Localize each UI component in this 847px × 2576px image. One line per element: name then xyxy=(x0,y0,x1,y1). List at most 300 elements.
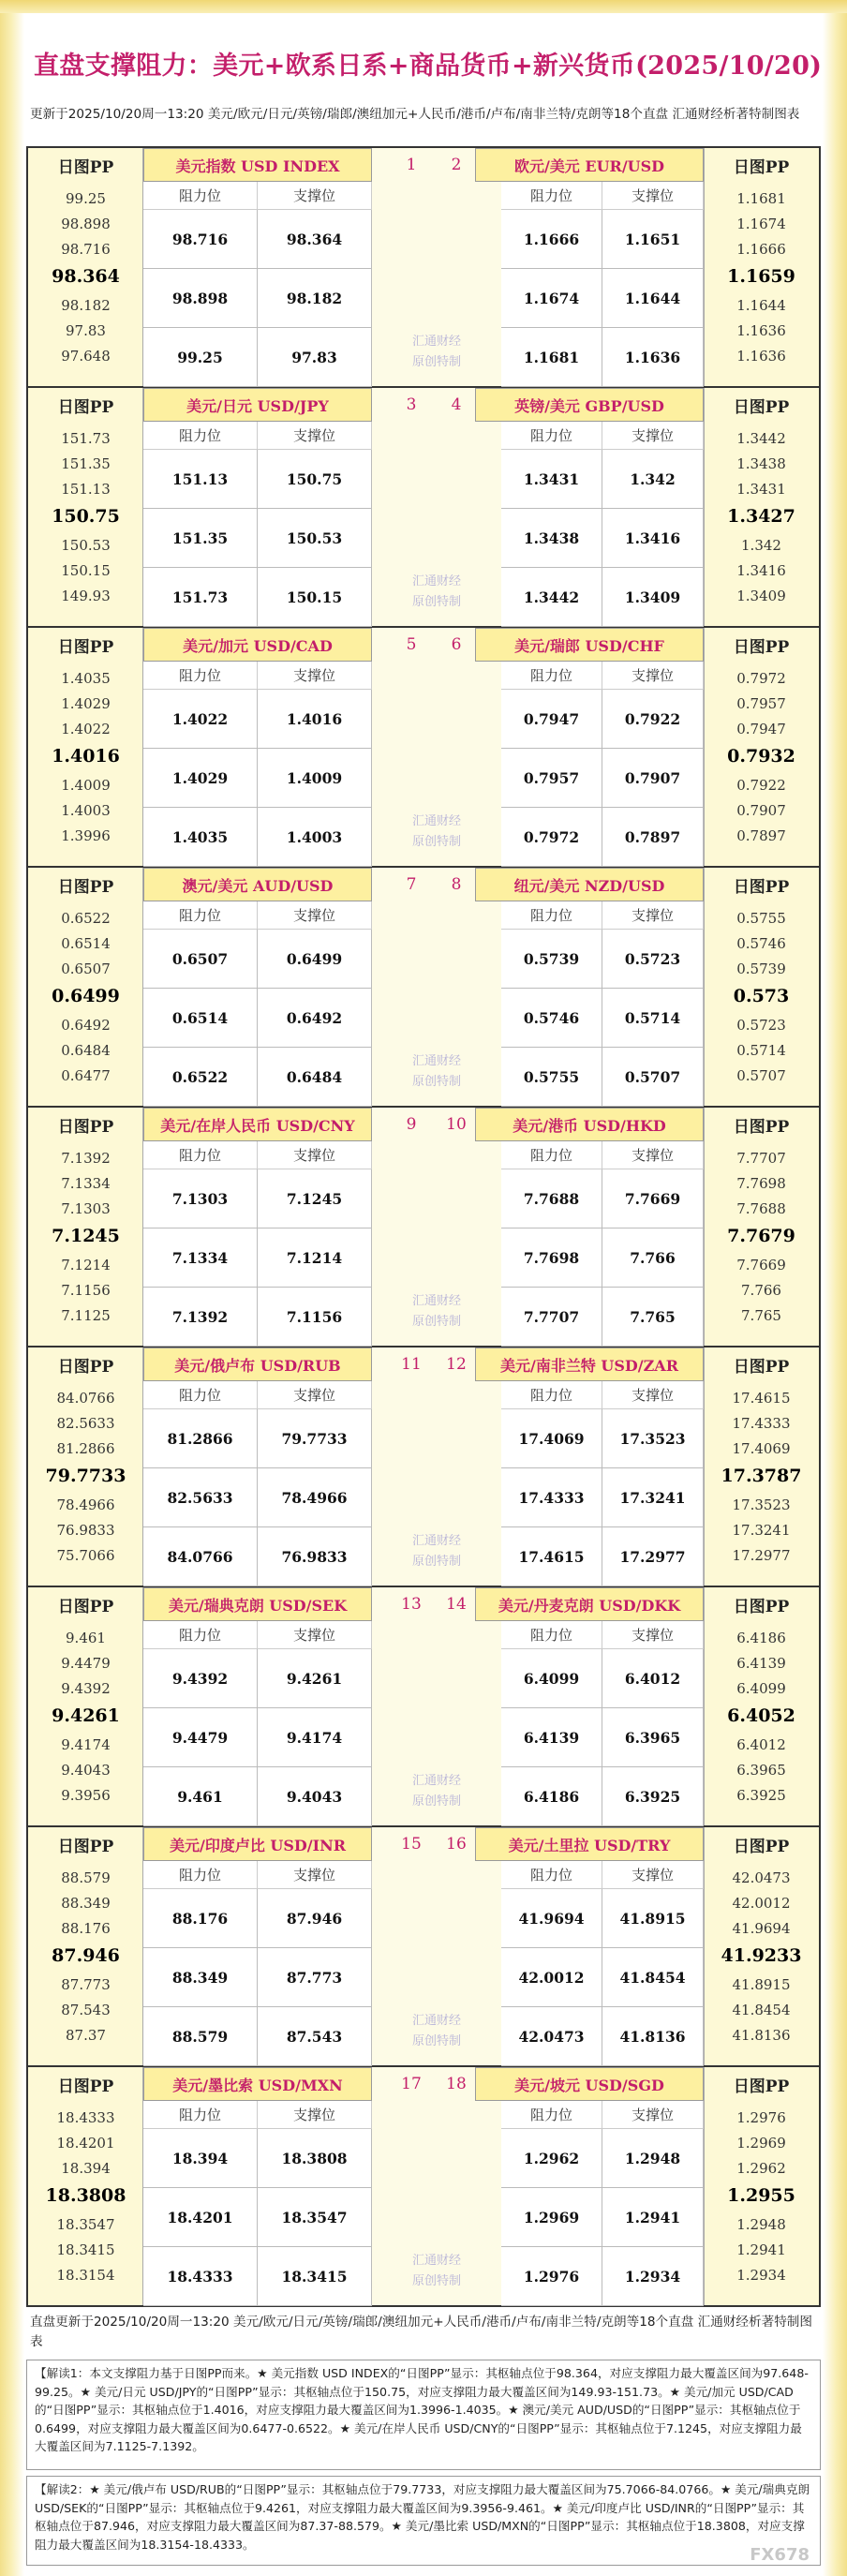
support-cell: 9.4043 xyxy=(258,1767,372,1826)
pair-index: 12 xyxy=(446,1355,467,1374)
level-value: 0.6507 xyxy=(61,960,111,977)
resistance-cell: 88.176 xyxy=(143,1889,258,1948)
resistance-cell: 7.1334 xyxy=(143,1228,258,1288)
level-value: 1.1674 xyxy=(736,215,786,232)
note-1: 【解读1：本文支撑阻力基于日图PP而来。★ 美元指数 USD INDEX的“日图PP”显示：其枢轴点位于98.364，对应支撑阻力最大覆盖区间为97.648-99.25。★ 美元/日元 USD/JPY的“日图PP”显示：其枢轴点位于150.75，对应支撑阻力最大覆盖区间为149.93-151.73。★ 美元/加元 USD/CAD的“日图PP”显示：其枢轴点位于1.4016，对应支撑阻力最大覆盖区间为1.3996-1.4035。★ 澳元/美元 AUD/USD的“日图PP”显示：其枢轴点位于0.6499，对应支撑阻力最大覆盖区间为0.6477-0.6522。★ 美元/在岸人民币 USD/CNY的“日图PP”显示：其枢轴点位于7.1245，对应支撑阻力最大覆盖区间为7.1125-7.1392。 xyxy=(26,2360,821,2470)
resistance-cell: 6.4139 xyxy=(501,1708,602,1767)
level-value: 41.9694 xyxy=(732,1919,791,1937)
support-cell: 98.364 xyxy=(258,210,372,269)
resistance-cell: 0.5746 xyxy=(501,989,602,1048)
resistance-cell: 7.7707 xyxy=(501,1288,602,1347)
level-value: 9.4479 xyxy=(61,1654,111,1672)
level-value: 1.4016 xyxy=(52,745,120,767)
resistance-cell: 9.4479 xyxy=(143,1708,258,1767)
level-value: 0.6499 xyxy=(52,985,120,1006)
resistance-cell: 1.3438 xyxy=(501,509,602,568)
support-header: 支撑位 xyxy=(258,1861,372,1889)
support-cell: 78.4966 xyxy=(258,1468,372,1527)
resistance-cell: 81.2866 xyxy=(143,1409,258,1468)
level-value: 151.73 xyxy=(61,429,111,447)
support-header: 支撑位 xyxy=(602,1141,704,1169)
level-value: 0.573 xyxy=(733,985,790,1006)
level-value: 150.75 xyxy=(52,505,120,527)
pair-name: 美元/在岸人民币 USD/CNY xyxy=(143,1108,372,1141)
support-cell: 0.7897 xyxy=(602,808,704,867)
pp-header: 日图PP xyxy=(57,1837,114,1856)
resistance-cell: 1.2962 xyxy=(501,2129,602,2188)
support-cell: 1.4009 xyxy=(258,749,372,808)
pair-block xyxy=(28,1587,819,1827)
support-cell: 18.3808 xyxy=(258,2129,372,2188)
resistance-cell: 1.3431 xyxy=(501,450,602,509)
resistance-cell: 17.4069 xyxy=(501,1409,602,1468)
resistance-header: 阻力位 xyxy=(143,1621,258,1649)
resistance-cell: 41.9694 xyxy=(501,1889,602,1948)
pair-name: 美元/墨比索 USD/MXN xyxy=(143,2067,372,2101)
level-value: 1.1644 xyxy=(736,296,786,314)
pair-block xyxy=(28,868,819,1108)
level-value: 1.2969 xyxy=(736,2134,786,2152)
support-cell: 1.1644 xyxy=(602,269,704,328)
resistance-header: 阻力位 xyxy=(501,422,602,450)
support-header: 支撑位 xyxy=(258,2101,372,2129)
level-value: 41.8454 xyxy=(732,2001,791,2018)
support-cell: 7.1156 xyxy=(258,1288,372,1347)
level-value: 18.3415 xyxy=(56,2241,115,2258)
pp-header: 日图PP xyxy=(733,1117,790,1137)
support-cell: 0.5714 xyxy=(602,989,704,1048)
pp-header: 日图PP xyxy=(733,397,790,417)
pp-header: 日图PP xyxy=(733,1357,790,1377)
support-cell: 1.2934 xyxy=(602,2247,704,2306)
level-value: 98.716 xyxy=(61,240,111,258)
support-header: 支撑位 xyxy=(258,1381,372,1409)
note-2: 【解读2：★ 美元/俄卢布 USD/RUB的“日图PP”显示：其枢轴点位于79.7733，对应支撑阻力最大覆盖区间为75.7066-84.0766。★ 美元/瑞典克朗 USD/SEK的“日图PP”显示：其枢轴点位于9.4261，对应支撑阻力最大覆盖区间为9.3956-9.461。★ 美元/印度卢比 USD/INR的“日图PP”显示：其枢轴点位于87.946，对应支撑阻力最大覆盖区间为87.37-88.579。★ 美元/墨比索 USD/MXN的“日图PP”显示：其枢轴点位于18.3808，对应支撑阻力最大覆盖区间为18.3154-18.4333。 xyxy=(26,2476,821,2566)
support-cell: 1.1651 xyxy=(602,210,704,269)
support-cell: 1.4003 xyxy=(258,808,372,867)
resistance-cell: 6.4186 xyxy=(501,1767,602,1826)
support-header: 支撑位 xyxy=(602,1381,704,1409)
level-value: 1.2976 xyxy=(736,2108,786,2126)
resistance-cell: 17.4333 xyxy=(501,1468,602,1527)
level-value: 88.579 xyxy=(61,1869,111,1886)
support-header: 支撑位 xyxy=(602,422,704,450)
resistance-cell: 9.461 xyxy=(143,1767,258,1826)
level-value: 76.9833 xyxy=(56,1521,115,1539)
level-value: 0.6514 xyxy=(61,934,111,952)
pair-index: 8 xyxy=(451,875,462,894)
pp-header: 日图PP xyxy=(57,1357,114,1377)
pair-name: 美元/南非兰特 USD/ZAR xyxy=(475,1348,704,1381)
level-value: 7.1156 xyxy=(61,1281,111,1299)
level-value: 7.1334 xyxy=(61,1174,111,1192)
resistance-cell: 42.0473 xyxy=(501,2007,602,2066)
level-value: 150.15 xyxy=(61,561,111,579)
resistance-header: 阻力位 xyxy=(143,662,258,690)
level-value: 150.53 xyxy=(61,536,111,554)
support-cell: 0.7922 xyxy=(602,690,704,749)
resistance-header: 阻力位 xyxy=(501,901,602,930)
resistance-header: 阻力位 xyxy=(143,422,258,450)
level-value: 7.7698 xyxy=(736,1174,786,1192)
resistance-header: 阻力位 xyxy=(501,182,602,210)
level-value: 0.5707 xyxy=(736,1066,786,1084)
pp-header: 日图PP xyxy=(57,1117,114,1137)
level-value: 7.1245 xyxy=(52,1225,120,1246)
pair-name: 美元/丹麦克朗 USD/DKK xyxy=(475,1587,704,1621)
level-value: 41.9233 xyxy=(721,1944,802,1966)
support-cell: 41.8454 xyxy=(602,1948,704,2007)
level-value: 1.2962 xyxy=(736,2159,786,2177)
support-cell: 17.3241 xyxy=(602,1468,704,1527)
level-value: 18.4201 xyxy=(56,2134,115,2152)
level-value: 7.1303 xyxy=(61,1199,111,1217)
level-value: 1.3409 xyxy=(736,587,786,604)
pair-name: 美元/日元 USD/JPY xyxy=(143,388,372,422)
source-watermark: 汇通财经 原创特制 xyxy=(411,335,461,369)
level-value: 81.2866 xyxy=(56,1439,115,1457)
level-value: 0.5714 xyxy=(736,1041,786,1059)
pair-index: 5 xyxy=(406,635,417,654)
resistance-cell: 1.1674 xyxy=(501,269,602,328)
level-value: 18.3808 xyxy=(45,2184,126,2206)
level-value: 18.3547 xyxy=(56,2215,115,2233)
support-cell: 0.6499 xyxy=(258,930,372,989)
level-value: 7.766 xyxy=(741,1281,781,1299)
support-cell: 97.83 xyxy=(258,328,372,387)
source-watermark: 汇通财经 原创特制 xyxy=(411,1534,461,1569)
level-value: 17.4615 xyxy=(732,1389,791,1407)
pair-name: 英镑/美元 GBP/USD xyxy=(475,388,704,422)
support-header: 支撑位 xyxy=(258,1141,372,1169)
support-cell: 1.3416 xyxy=(602,509,704,568)
level-value: 9.4261 xyxy=(52,1705,120,1726)
support-cell: 1.1636 xyxy=(602,328,704,387)
resistance-cell: 0.7947 xyxy=(501,690,602,749)
top-decoration xyxy=(0,0,847,13)
level-value: 0.6484 xyxy=(61,1041,111,1059)
support-cell: 76.9833 xyxy=(258,1527,372,1586)
support-header: 支撑位 xyxy=(258,422,372,450)
pair-index: 13 xyxy=(401,1595,422,1614)
support-cell: 17.2977 xyxy=(602,1527,704,1586)
level-value: 0.6522 xyxy=(61,909,111,927)
resistance-cell: 1.1681 xyxy=(501,328,602,387)
resistance-header: 阻力位 xyxy=(143,2101,258,2129)
level-value: 1.3427 xyxy=(727,505,795,527)
level-value: 1.342 xyxy=(741,536,781,554)
level-value: 98.364 xyxy=(52,265,120,287)
level-value: 0.7972 xyxy=(736,669,786,687)
level-value: 87.773 xyxy=(61,1975,111,1993)
pair-index: 10 xyxy=(446,1115,467,1134)
level-value: 42.0473 xyxy=(732,1869,791,1886)
level-value: 9.461 xyxy=(66,1629,106,1646)
support-cell: 87.773 xyxy=(258,1948,372,2007)
resistance-header: 阻力位 xyxy=(143,901,258,930)
source-watermark: 汇通财经 原创特制 xyxy=(411,2014,461,2048)
pair-name: 欧元/美元 EUR/USD xyxy=(475,148,704,182)
support-header: 支撑位 xyxy=(258,1621,372,1649)
pivot-table xyxy=(26,146,821,2307)
resistance-cell: 151.35 xyxy=(143,509,258,568)
pair-index: 14 xyxy=(446,1595,467,1614)
level-value: 1.2955 xyxy=(727,2184,795,2206)
pair-index: 4 xyxy=(451,395,462,414)
pair-index: 3 xyxy=(406,395,417,414)
level-value: 87.543 xyxy=(61,2001,111,2018)
level-value: 1.2941 xyxy=(736,2241,786,2258)
level-value: 1.2934 xyxy=(736,2266,786,2284)
support-cell: 0.5723 xyxy=(602,930,704,989)
level-value: 1.3416 xyxy=(736,561,786,579)
level-value: 0.7957 xyxy=(736,694,786,712)
level-value: 7.1214 xyxy=(61,1256,111,1273)
pair-index: 18 xyxy=(446,2075,467,2093)
pair-block xyxy=(28,388,819,628)
support-cell: 150.75 xyxy=(258,450,372,509)
level-value: 17.3787 xyxy=(721,1465,802,1486)
resistance-header: 阻力位 xyxy=(143,1861,258,1889)
level-value: 0.7922 xyxy=(736,776,786,794)
support-header: 支撑位 xyxy=(602,182,704,210)
support-header: 支撑位 xyxy=(602,662,704,690)
resistance-cell: 7.1303 xyxy=(143,1169,258,1228)
level-value: 7.7688 xyxy=(736,1199,786,1217)
resistance-header: 阻力位 xyxy=(501,1861,602,1889)
resistance-cell: 88.579 xyxy=(143,2007,258,2066)
support-cell: 6.3965 xyxy=(602,1708,704,1767)
level-value: 1.4022 xyxy=(61,720,111,737)
level-value: 0.7947 xyxy=(736,720,786,737)
resistance-header: 阻力位 xyxy=(143,1141,258,1169)
pp-header: 日图PP xyxy=(57,1597,114,1616)
level-value: 7.7669 xyxy=(736,1256,786,1273)
support-cell: 9.4174 xyxy=(258,1708,372,1767)
support-cell: 9.4261 xyxy=(258,1649,372,1708)
pair-index: 15 xyxy=(401,1835,422,1854)
level-value: 17.4069 xyxy=(732,1439,791,1457)
resistance-cell: 1.4022 xyxy=(143,690,258,749)
level-value: 7.7679 xyxy=(727,1225,795,1246)
pair-name: 美元/加元 USD/CAD xyxy=(143,628,372,662)
support-cell: 7.766 xyxy=(602,1228,704,1288)
resistance-cell: 0.6514 xyxy=(143,989,258,1048)
level-value: 0.7932 xyxy=(727,745,795,767)
level-value: 151.13 xyxy=(61,480,111,498)
pp-header: 日图PP xyxy=(733,637,790,657)
level-value: 0.6477 xyxy=(61,1066,111,1084)
support-cell: 7.1214 xyxy=(258,1228,372,1288)
resistance-cell: 7.7698 xyxy=(501,1228,602,1288)
level-value: 9.4043 xyxy=(61,1761,111,1779)
resistance-cell: 18.4333 xyxy=(143,2247,258,2306)
level-value: 17.3241 xyxy=(732,1521,791,1539)
page-title: 直盘支撑阻力：美元+欧系日系+商品货币+新兴货币(2025/10/20) xyxy=(34,52,823,81)
level-value: 0.5755 xyxy=(736,909,786,927)
support-cell: 150.15 xyxy=(258,568,372,627)
pair-name: 美元/瑞典克朗 USD/SEK xyxy=(143,1587,372,1621)
level-value: 17.3523 xyxy=(732,1496,791,1513)
source-watermark: 汇通财经 原创特制 xyxy=(411,1774,461,1809)
level-value: 17.2977 xyxy=(732,1546,791,1564)
pp-header: 日图PP xyxy=(733,157,790,177)
pair-block xyxy=(28,1108,819,1348)
support-header: 支撑位 xyxy=(602,2101,704,2129)
pair-index: 9 xyxy=(406,1115,417,1134)
resistance-cell: 88.349 xyxy=(143,1948,258,2007)
level-value: 87.37 xyxy=(66,2026,106,2044)
source-watermark: 汇通财经 原创特制 xyxy=(411,2254,461,2288)
pair-index: 1 xyxy=(406,156,417,174)
pair-index: 6 xyxy=(451,635,462,654)
support-header: 支撑位 xyxy=(602,1861,704,1889)
level-value: 1.3442 xyxy=(736,429,786,447)
level-value: 1.4003 xyxy=(61,801,111,819)
resistance-header: 阻力位 xyxy=(501,1141,602,1169)
level-value: 1.1636 xyxy=(736,347,786,365)
level-value: 1.4029 xyxy=(61,694,111,712)
pp-header: 日图PP xyxy=(733,1597,790,1616)
resistance-cell: 84.0766 xyxy=(143,1527,258,1586)
pair-name: 纽元/美元 NZD/USD xyxy=(475,868,704,901)
pair-block xyxy=(28,1827,819,2067)
level-value: 97.83 xyxy=(66,321,106,339)
level-value: 1.1636 xyxy=(736,321,786,339)
pair-index: 2 xyxy=(451,156,462,174)
level-value: 6.4052 xyxy=(727,1705,795,1726)
support-cell: 1.2941 xyxy=(602,2188,704,2247)
level-value: 82.5633 xyxy=(56,1414,115,1432)
pair-name: 美元/土里拉 USD/TRY xyxy=(475,1827,704,1861)
level-value: 99.25 xyxy=(66,189,106,207)
source-watermark: 汇通财经 原创特制 xyxy=(411,1054,461,1089)
pair-name: 美元/坡元 USD/SGD xyxy=(475,2067,704,2101)
resistance-cell: 17.4615 xyxy=(501,1527,602,1586)
level-value: 75.7066 xyxy=(56,1546,115,1564)
support-cell: 87.946 xyxy=(258,1889,372,1948)
source-watermark: 汇通财经 原创特制 xyxy=(411,1294,461,1329)
pair-name: 美元/俄卢布 USD/RUB xyxy=(143,1348,372,1381)
support-cell: 0.6492 xyxy=(258,989,372,1048)
level-value: 88.349 xyxy=(61,1894,111,1912)
support-cell: 1.342 xyxy=(602,450,704,509)
resistance-cell: 1.3442 xyxy=(501,568,602,627)
resistance-cell: 42.0012 xyxy=(501,1948,602,2007)
level-value: 149.93 xyxy=(61,587,111,604)
pair-name: 澳元/美元 AUD/USD xyxy=(143,868,372,901)
level-value: 9.4392 xyxy=(61,1679,111,1697)
support-cell: 7.765 xyxy=(602,1288,704,1347)
level-value: 1.2948 xyxy=(736,2215,786,2233)
support-cell: 0.6484 xyxy=(258,1048,372,1107)
support-cell: 6.3925 xyxy=(602,1767,704,1826)
level-value: 17.4333 xyxy=(732,1414,791,1432)
source-watermark: 汇通财经 原创特制 xyxy=(411,814,461,849)
pair-block xyxy=(28,148,819,388)
level-value: 0.5723 xyxy=(736,1016,786,1034)
resistance-cell: 1.2976 xyxy=(501,2247,602,2306)
pp-header: 日图PP xyxy=(733,1837,790,1856)
support-header: 支撑位 xyxy=(258,662,372,690)
pp-header: 日图PP xyxy=(57,397,114,417)
resistance-cell: 18.4201 xyxy=(143,2188,258,2247)
level-value: 151.35 xyxy=(61,454,111,472)
resistance-cell: 1.4029 xyxy=(143,749,258,808)
level-value: 1.3996 xyxy=(61,826,111,844)
level-value: 41.8915 xyxy=(732,1975,791,1993)
support-cell: 41.8136 xyxy=(602,2007,704,2066)
resistance-cell: 0.5755 xyxy=(501,1048,602,1107)
level-value: 6.4012 xyxy=(736,1735,786,1753)
level-value: 9.3956 xyxy=(61,1786,111,1804)
support-cell: 79.7733 xyxy=(258,1409,372,1468)
support-cell: 7.7669 xyxy=(602,1169,704,1228)
resistance-cell: 0.7972 xyxy=(501,808,602,867)
level-value: 98.182 xyxy=(61,296,111,314)
support-header: 支撑位 xyxy=(602,1621,704,1649)
level-value: 1.3438 xyxy=(736,454,786,472)
pair-block xyxy=(28,1348,819,1587)
resistance-cell: 0.7957 xyxy=(501,749,602,808)
level-value: 1.1681 xyxy=(736,189,786,207)
level-value: 9.4174 xyxy=(61,1735,111,1753)
support-cell: 0.5707 xyxy=(602,1048,704,1107)
resistance-cell: 1.4035 xyxy=(143,808,258,867)
pair-index: 16 xyxy=(446,1835,467,1854)
support-cell: 87.543 xyxy=(258,2007,372,2066)
support-cell: 150.53 xyxy=(258,509,372,568)
level-value: 78.4966 xyxy=(56,1496,115,1513)
level-value: 1.1666 xyxy=(736,240,786,258)
resistance-cell: 0.6522 xyxy=(143,1048,258,1107)
level-value: 0.7897 xyxy=(736,826,786,844)
support-cell: 1.2948 xyxy=(602,2129,704,2188)
resistance-header: 阻力位 xyxy=(501,1621,602,1649)
pair-name: 美元指数 USD INDEX xyxy=(143,148,372,182)
resistance-header: 阻力位 xyxy=(143,1381,258,1409)
level-value: 42.0012 xyxy=(732,1894,791,1912)
update-info-bottom: 直盘更新于2025/10/20周一13:20 美元/欧元/日元/英镑/瑞郎/澳纽加元+人民币/港币/卢布/南非兰特/克朗等18个直盘 汇通财经析著特制图表 xyxy=(30,2315,812,2349)
resistance-cell: 0.6507 xyxy=(143,930,258,989)
level-value: 1.4009 xyxy=(61,776,111,794)
resistance-header: 阻力位 xyxy=(501,1381,602,1409)
pp-header: 日图PP xyxy=(57,877,114,897)
fx678-watermark: FX678 xyxy=(750,2545,810,2565)
resistance-header: 阻力位 xyxy=(501,662,602,690)
level-value: 0.6492 xyxy=(61,1016,111,1034)
pp-header: 日图PP xyxy=(57,637,114,657)
support-cell: 1.4016 xyxy=(258,690,372,749)
resistance-cell: 7.1392 xyxy=(143,1288,258,1347)
pp-header: 日图PP xyxy=(733,877,790,897)
resistance-cell: 99.25 xyxy=(143,328,258,387)
level-value: 6.4186 xyxy=(736,1629,786,1646)
pair-index: 17 xyxy=(401,2075,422,2093)
pair-name: 美元/港币 USD/HKD xyxy=(475,1108,704,1141)
resistance-cell: 7.7688 xyxy=(501,1169,602,1228)
resistance-header: 阻力位 xyxy=(143,182,258,210)
level-value: 79.7733 xyxy=(45,1465,126,1486)
level-value: 7.1392 xyxy=(61,1149,111,1167)
level-value: 7.7707 xyxy=(736,1149,786,1167)
resistance-cell: 151.73 xyxy=(143,568,258,627)
level-value: 1.4035 xyxy=(61,669,111,687)
pp-header: 日图PP xyxy=(733,2077,790,2096)
resistance-cell: 0.5739 xyxy=(501,930,602,989)
resistance-cell: 1.2969 xyxy=(501,2188,602,2247)
pair-index: 11 xyxy=(401,1355,422,1374)
